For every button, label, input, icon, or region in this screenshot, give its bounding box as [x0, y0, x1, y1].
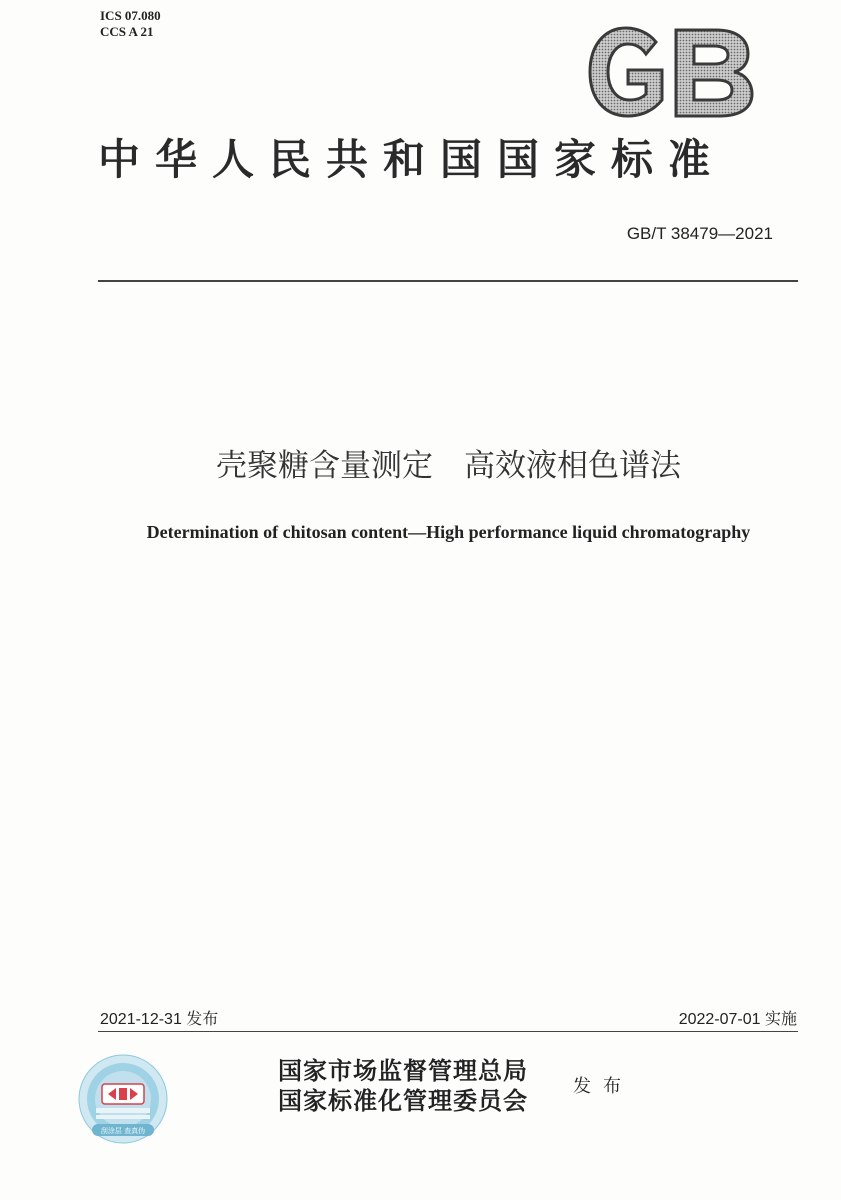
ics-code: ICS 07.080 — [100, 8, 161, 23]
gb-logo-text: GB — [671, 84, 673, 85]
issue-date: 2021-12-31 发布 — [100, 1011, 219, 1028]
document-title-english: Determination of chitosan content—High performance liquid chromatography — [146, 522, 751, 542]
publish-label: 发布 — [573, 1076, 633, 1097]
document-title-chinese: 壳聚糖含量测定 高效液相色谱法 — [216, 448, 681, 484]
issuer-samr: 国家市场监督管理总局 — [278, 1056, 528, 1085]
seal-text: 刮涂层 查真伪 — [100, 1127, 146, 1135]
footer-divider — [98, 1031, 798, 1032]
national-standard-title: 中华人民共和国国家标准 — [98, 135, 726, 184]
classification-codes — [100, 8, 161, 40]
issuing-authorities — [278, 1056, 528, 1116]
implementation-date: 2022-07-01 实施 — [678, 1011, 797, 1028]
standard-number: GB/T 38479—2021 — [626, 224, 773, 243]
header-divider — [98, 280, 798, 282]
issuer-sac: 国家标准化管理委员会 — [278, 1086, 528, 1115]
gb-logo — [586, 24, 756, 120]
anti-counterfeit-seal-icon — [78, 1054, 168, 1144]
ccs-code: CCS A 21 — [100, 24, 154, 39]
